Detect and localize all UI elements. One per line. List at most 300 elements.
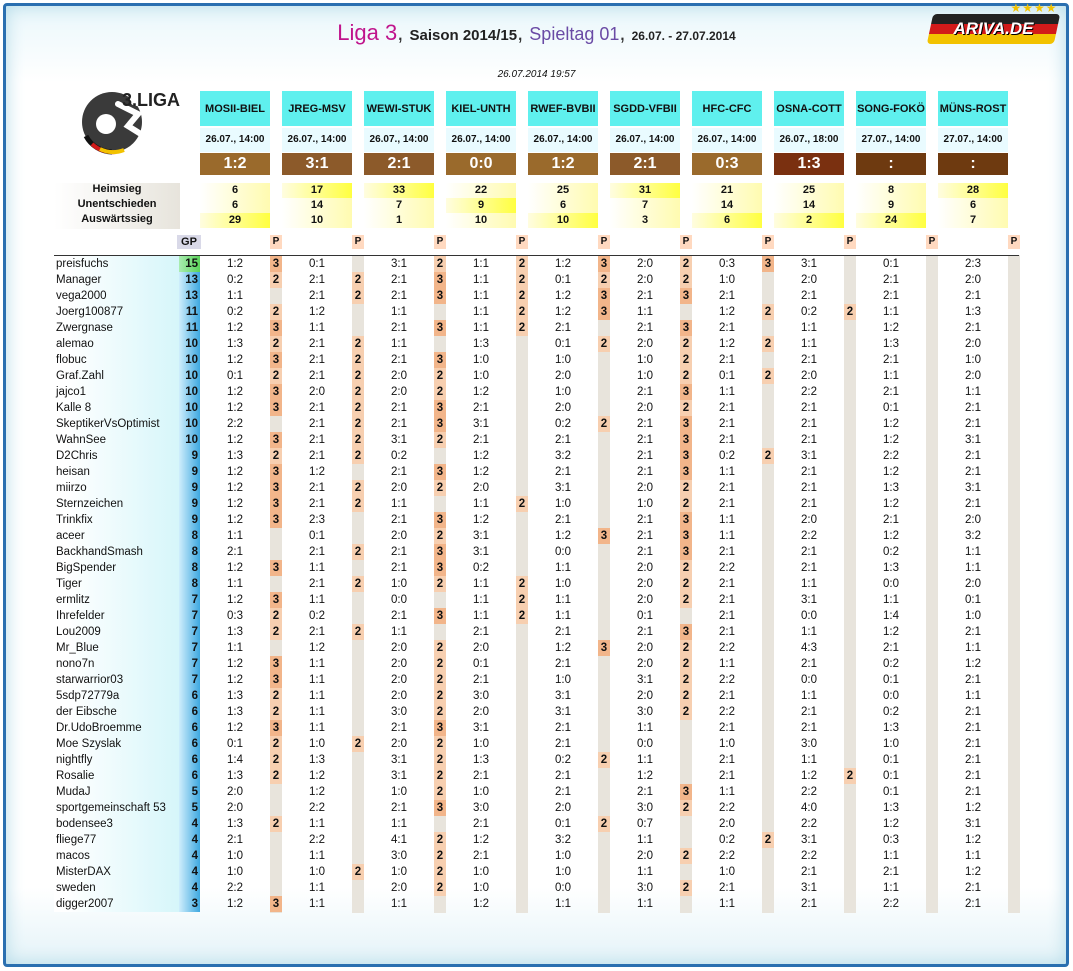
- points-cell: 3: [680, 624, 692, 640]
- match-teams[interactable]: WEWI-STUK: [364, 91, 434, 127]
- tip-cell: 2:1: [801, 290, 817, 302]
- tip-cell: 1:2: [473, 466, 489, 478]
- tip-cell: 1:1: [719, 658, 735, 670]
- points-cell: 2: [270, 768, 282, 784]
- player-name[interactable]: Ihrefelder: [54, 608, 179, 624]
- player-name[interactable]: Moe Szyslak: [54, 736, 179, 752]
- match-teams[interactable]: MOSII-BIEL: [200, 91, 270, 127]
- points-cell: 3: [270, 672, 282, 688]
- table-row: [0, 720, 1073, 736]
- player-name[interactable]: jajco1: [54, 384, 179, 400]
- tip-cell: 0:1: [555, 274, 571, 286]
- player-name[interactable]: sportgemeinschaft 53: [54, 800, 179, 816]
- tip-cell: 2:0: [965, 514, 981, 526]
- match-teams[interactable]: RWEF-BVBII: [528, 91, 598, 127]
- tip-cell: 1:3: [883, 802, 899, 814]
- stat-label-draw: Unentschieden: [77, 198, 157, 210]
- points-cell: 2: [434, 880, 446, 896]
- table-row: [0, 592, 1073, 608]
- player-name[interactable]: heisan: [54, 464, 179, 480]
- tip-cell: 2:1: [965, 466, 981, 478]
- tip-cell: 2:1: [637, 514, 653, 526]
- match-result: 1:3: [774, 153, 844, 175]
- points-cell: 2: [680, 496, 692, 512]
- tip-cell: 2:1: [637, 386, 653, 398]
- match-stat-a: 24: [856, 213, 926, 228]
- points-cell: 2: [434, 784, 446, 800]
- tip-cell: 2:0: [719, 818, 735, 830]
- table-row: [0, 640, 1073, 656]
- tip-cell: 2:0: [391, 738, 407, 750]
- tip-cell: 1:0: [555, 850, 571, 862]
- player-name[interactable]: Kalle 8: [54, 400, 179, 416]
- tip-cell: 1:1: [391, 818, 407, 830]
- player-name[interactable]: alemao: [54, 336, 179, 352]
- tip-cell: 3:1: [801, 834, 817, 846]
- player-name[interactable]: Manager: [54, 272, 179, 288]
- tip-cell: 1:1: [227, 290, 243, 302]
- tip-cell: 1:1: [391, 498, 407, 510]
- player-gp: 4: [179, 816, 200, 832]
- table-row: [0, 352, 1073, 368]
- tip-cell: 1:0: [637, 354, 653, 366]
- points-cell: 2: [352, 736, 364, 752]
- table-row: [0, 624, 1073, 640]
- points-cell: 2: [434, 576, 446, 592]
- tip-cell: 2:1: [965, 722, 981, 734]
- tip-cell: 1:0: [637, 370, 653, 382]
- player-name[interactable]: preisfuchs: [54, 256, 179, 272]
- tip-cell: 2:1: [883, 866, 899, 878]
- points-cell: 3: [434, 544, 446, 560]
- tip-cell: 0:2: [391, 450, 407, 462]
- player-name[interactable]: BigSpender: [54, 560, 179, 576]
- match-stat-a: 10: [446, 213, 516, 228]
- tip-cell: 2:1: [391, 802, 407, 814]
- tip-cell: 1:2: [555, 290, 571, 302]
- match-teams[interactable]: OSNA-COTT: [774, 91, 844, 127]
- tip-cell: 1:2: [227, 722, 243, 734]
- player-name[interactable]: fliege77: [54, 832, 179, 848]
- tip-cell: 2:0: [801, 274, 817, 286]
- points-cell: 2: [434, 480, 446, 496]
- tip-cell: 3:2: [555, 450, 571, 462]
- tip-cell: 2:1: [637, 322, 653, 334]
- tip-cell: 1:1: [965, 386, 981, 398]
- tip-cell: 1:1: [391, 898, 407, 910]
- tip-cell: 1:0: [719, 274, 735, 286]
- table-row: [0, 832, 1073, 848]
- tip-cell: 2:1: [883, 290, 899, 302]
- tip-cell: 2:1: [801, 354, 817, 366]
- tip-cell: 1:1: [473, 594, 489, 606]
- tip-cell: 1:0: [555, 674, 571, 686]
- tip-cell: 2:1: [801, 658, 817, 670]
- match-result: 1:2: [200, 153, 270, 175]
- tip-cell: 1:0: [555, 866, 571, 878]
- player-gp: 7: [179, 592, 200, 608]
- player-name[interactable]: MudaJ: [54, 784, 179, 800]
- tip-cell: 4:1: [391, 834, 407, 846]
- tip-cell: 2:1: [309, 338, 325, 350]
- player-name[interactable]: aceer: [54, 528, 179, 544]
- match-teams[interactable]: JREG-MSV: [282, 91, 352, 127]
- player-gp: 6: [179, 768, 200, 784]
- match-result: 1:2: [528, 153, 598, 175]
- timestamp: 26.07.2014 19:57: [497, 69, 576, 80]
- tip-cell: 3:0: [391, 706, 407, 718]
- points-cell: 3: [598, 528, 610, 544]
- player-name[interactable]: Tiger: [54, 576, 179, 592]
- player-gp: 4: [179, 880, 200, 896]
- stat-label-away: Auswärtssieg: [81, 213, 153, 225]
- tip-cell: 2:1: [637, 434, 653, 446]
- tip-cell: 1:0: [309, 738, 325, 750]
- tip-cell: 0:3: [719, 258, 735, 270]
- tip-cell: 2:2: [801, 530, 817, 542]
- points-cell: 2: [434, 640, 446, 656]
- table-row: [0, 576, 1073, 592]
- points-cell: 2: [516, 288, 528, 304]
- match-date: 26.07., 14:00: [200, 128, 270, 152]
- tip-cell: 1:1: [309, 690, 325, 702]
- tip-cell: 2:1: [719, 354, 735, 366]
- tip-cell: 3:2: [965, 530, 981, 542]
- tip-cell: 3:1: [473, 418, 489, 430]
- tip-cell: 1:2: [883, 818, 899, 830]
- player-name[interactable]: Graf.Zahl: [54, 368, 179, 384]
- tip-cell: 2:1: [391, 322, 407, 334]
- tip-cell: 3:1: [555, 690, 571, 702]
- table-row: [0, 448, 1073, 464]
- points-header: P: [762, 235, 774, 249]
- points-cell: 3: [598, 256, 610, 272]
- tip-cell: 2:0: [473, 706, 489, 718]
- tip-cell: 1:0: [473, 354, 489, 366]
- player-gp: 6: [179, 720, 200, 736]
- player-name[interactable]: MisterDAX: [54, 864, 179, 880]
- tip-cell: 2:2: [719, 674, 735, 686]
- tip-cell: 2:1: [883, 274, 899, 286]
- player-gp: 7: [179, 608, 200, 624]
- tip-cell: 2:1: [309, 370, 325, 382]
- player-name[interactable]: Mr_Blue: [54, 640, 179, 656]
- points-cell: 2: [434, 768, 446, 784]
- points-cell: 3: [680, 320, 692, 336]
- player-gp: 9: [179, 512, 200, 528]
- date-range: 26.07. - 27.07.2014: [631, 29, 736, 43]
- tip-cell: 1:2: [965, 866, 981, 878]
- player-name[interactable]: digger2007: [54, 896, 179, 912]
- points-cell: 3: [680, 384, 692, 400]
- match-teams[interactable]: MÜNS-ROST: [938, 91, 1008, 127]
- tip-cell: 2:1: [473, 818, 489, 830]
- points-cell: 3: [680, 784, 692, 800]
- tip-cell: 1:1: [473, 322, 489, 334]
- points-cell: 3: [434, 560, 446, 576]
- tip-cell: 2:0: [637, 482, 653, 494]
- tip-cell: 3:1: [391, 258, 407, 270]
- tip-cell: 1:3: [309, 754, 325, 766]
- tip-cell: 1:1: [473, 290, 489, 302]
- points-cell: 3: [680, 512, 692, 528]
- tip-cell: 0:2: [883, 706, 899, 718]
- points-cell: 2: [434, 672, 446, 688]
- tip-cell: 1:1: [309, 322, 325, 334]
- tip-cell: 2:1: [719, 290, 735, 302]
- points-cell: 2: [680, 672, 692, 688]
- table-row: [0, 704, 1073, 720]
- tip-cell: 2:1: [719, 418, 735, 430]
- player-name[interactable]: Trinkfix: [54, 512, 179, 528]
- table-row: [0, 384, 1073, 400]
- player-name[interactable]: ermlitz: [54, 592, 179, 608]
- player-gp: 10: [179, 416, 200, 432]
- table-row: [0, 736, 1073, 752]
- points-cell: 3: [434, 512, 446, 528]
- match-teams[interactable]: SONG-FOKÖ: [856, 91, 926, 127]
- player-gp: 11: [179, 304, 200, 320]
- tip-cell: 3:1: [391, 434, 407, 446]
- table-row: [0, 848, 1073, 864]
- points-cell: 2: [680, 640, 692, 656]
- player-gp: 6: [179, 752, 200, 768]
- points-cell: 2: [680, 848, 692, 864]
- player-gp: 6: [179, 736, 200, 752]
- tip-cell: 2:2: [801, 818, 817, 830]
- tip-cell: 1:1: [227, 530, 243, 542]
- player-name[interactable]: starwarrior03: [54, 672, 179, 688]
- ariva-logo[interactable]: [927, 1, 1060, 44]
- tip-cell: 2:1: [637, 626, 653, 638]
- player-name[interactable]: bodensee3: [54, 816, 179, 832]
- tip-cell: 1:3: [227, 770, 243, 782]
- player-name[interactable]: Rosalie: [54, 768, 179, 784]
- tip-cell: 1:2: [883, 530, 899, 542]
- tip-cell: 2:1: [473, 626, 489, 638]
- player-name[interactable]: der Eibsche: [54, 704, 179, 720]
- tip-cell: 2:0: [637, 578, 653, 590]
- tip-cell: 2:1: [965, 738, 981, 750]
- match-date: 26.07., 14:00: [610, 128, 680, 152]
- tip-cell: 2:1: [555, 626, 571, 638]
- player-gp: 5: [179, 784, 200, 800]
- tip-cell: 2:1: [719, 498, 735, 510]
- tip-cell: 2:2: [227, 882, 243, 894]
- points-cell: 2: [270, 608, 282, 624]
- points-cell: 2: [680, 336, 692, 352]
- tip-cell: 3:1: [637, 674, 653, 686]
- tip-cell: 1:1: [965, 642, 981, 654]
- player-name[interactable]: macos: [54, 848, 179, 864]
- tip-cell: 1:0: [965, 610, 981, 622]
- points-header: P: [926, 235, 938, 249]
- tip-cell: 1:1: [801, 754, 817, 766]
- points-cell: 3: [434, 288, 446, 304]
- tip-cell: 1:1: [719, 386, 735, 398]
- tip-cell: 2:1: [965, 290, 981, 302]
- tip-cell: 2:1: [309, 450, 325, 462]
- points-cell: 2: [516, 496, 528, 512]
- tip-cell: 2:1: [965, 322, 981, 334]
- table-row: [0, 688, 1073, 704]
- tip-cell: 3:0: [637, 882, 653, 894]
- tip-cell: 1:0: [391, 578, 407, 590]
- tip-cell: 2:1: [391, 722, 407, 734]
- tip-cell: 1:1: [883, 882, 899, 894]
- tip-cell: 2:0: [637, 402, 653, 414]
- match-stat-u: 6: [528, 198, 598, 213]
- tip-cell: 2:1: [719, 626, 735, 638]
- tip-cell: 2:1: [473, 850, 489, 862]
- points-cell: 3: [434, 416, 446, 432]
- tip-cell: 1:2: [227, 386, 243, 398]
- points-cell: 3: [270, 320, 282, 336]
- tip-cell: 2:1: [391, 466, 407, 478]
- tip-cell: 2:1: [965, 626, 981, 638]
- match-teams[interactable]: KIEL-UNTH: [446, 91, 516, 127]
- tip-cell: 1:1: [309, 850, 325, 862]
- table-row: [0, 368, 1073, 384]
- points-cell: 2: [352, 480, 364, 496]
- match-stat-u: 6: [938, 198, 1008, 213]
- tip-cell: 1:1: [391, 306, 407, 318]
- tip-cell: 1:1: [719, 786, 735, 798]
- tip-cell: 2:2: [719, 802, 735, 814]
- tip-cell: 1:0: [555, 498, 571, 510]
- points-cell: 2: [270, 336, 282, 352]
- player-name[interactable]: 5sdp72779a: [54, 688, 179, 704]
- points-cell: 2: [434, 384, 446, 400]
- points-cell: 2: [598, 816, 610, 832]
- match-result: :: [856, 153, 926, 175]
- tip-cell: 1:0: [637, 498, 653, 510]
- player-name[interactable]: Zwergnase: [54, 320, 179, 336]
- tip-cell: 3:1: [965, 818, 981, 830]
- tip-cell: 2:2: [309, 834, 325, 846]
- tip-cell: 2:1: [473, 402, 489, 414]
- tip-cell: 1:2: [309, 466, 325, 478]
- player-name[interactable]: flobuc: [54, 352, 179, 368]
- tip-cell: 1:1: [883, 594, 899, 606]
- tip-cell: 2:0: [555, 370, 571, 382]
- tip-cell: 1:1: [719, 530, 735, 542]
- tip-cell: 2:1: [801, 466, 817, 478]
- points-cell: 3: [270, 512, 282, 528]
- match-stat-a: 3: [610, 213, 680, 228]
- player-name[interactable]: BackhandSmash: [54, 544, 179, 560]
- player-name[interactable]: D2Chris: [54, 448, 179, 464]
- player-name[interactable]: miirzo: [54, 480, 179, 496]
- tip-cell: 1:1: [391, 338, 407, 350]
- tip-cell: 2:1: [801, 418, 817, 430]
- tip-cell: 2:0: [965, 338, 981, 350]
- tip-cell: 1:2: [965, 658, 981, 670]
- tip-cell: 1:2: [227, 434, 243, 446]
- match-result: 0:3: [692, 153, 762, 175]
- tip-cell: 2:1: [719, 402, 735, 414]
- tip-cell: 2:1: [965, 754, 981, 766]
- points-cell: 2: [680, 560, 692, 576]
- tip-cell: 1:3: [227, 706, 243, 718]
- tip-cell: 1:2: [801, 770, 817, 782]
- points-cell: 2: [516, 272, 528, 288]
- points-cell: 2: [516, 608, 528, 624]
- tip-cell: 2:1: [801, 546, 817, 558]
- points-cell: 3: [270, 896, 282, 912]
- player-name[interactable]: Sternzeichen: [54, 496, 179, 512]
- tip-cell: 1:2: [883, 498, 899, 510]
- player-name[interactable]: WahnSee: [54, 432, 179, 448]
- tip-cell: 2:0: [227, 786, 243, 798]
- match-stat-h: 25: [774, 183, 844, 198]
- points-cell: 2: [516, 576, 528, 592]
- tip-cell: 1:2: [227, 514, 243, 526]
- points-cell: 2: [270, 752, 282, 768]
- player-name[interactable]: Lou2009: [54, 624, 179, 640]
- points-cell: 2: [598, 752, 610, 768]
- match-date: 27.07., 14:00: [938, 128, 1008, 152]
- tip-cell: 3:1: [801, 882, 817, 894]
- table-row: [0, 288, 1073, 304]
- player-name[interactable]: Dr.UdoBroemme: [54, 720, 179, 736]
- match-stat-u: 7: [610, 198, 680, 213]
- tip-cell: 2:0: [391, 690, 407, 702]
- tip-cell: 1:2: [555, 306, 571, 318]
- tip-cell: 1:2: [227, 322, 243, 334]
- match-stat-a: 10: [282, 213, 352, 228]
- points-cell: 2: [434, 864, 446, 880]
- points-cell: 3: [680, 288, 692, 304]
- player-gp: 10: [179, 400, 200, 416]
- match-stat-u: 9: [856, 198, 926, 213]
- tip-cell: 2:1: [965, 418, 981, 430]
- tip-cell: 1:1: [637, 866, 653, 878]
- points-cell: 3: [680, 528, 692, 544]
- points-cell: 3: [680, 448, 692, 464]
- star-icons: ★★★★: [1010, 1, 1058, 15]
- match-date: 26.07., 14:00: [446, 128, 516, 152]
- player-name[interactable]: vega2000: [54, 288, 179, 304]
- points-cell: 2: [680, 256, 692, 272]
- matchday-label: Spieltag 01: [529, 24, 620, 44]
- match-teams[interactable]: HFC-CFC: [692, 91, 762, 127]
- match-teams[interactable]: SGDD-VFBII: [610, 91, 680, 127]
- tip-cell: 2:1: [391, 274, 407, 286]
- player-name[interactable]: nono7n: [54, 656, 179, 672]
- tip-cell: 0:2: [473, 562, 489, 574]
- tip-cell: 0:2: [719, 450, 735, 462]
- tip-cell: 3:1: [473, 530, 489, 542]
- tip-cell: 1:0: [227, 866, 243, 878]
- player-name[interactable]: sweden: [54, 880, 179, 896]
- points-cell: 2: [680, 352, 692, 368]
- tip-cell: 0:1: [309, 258, 325, 270]
- player-gp: 10: [179, 384, 200, 400]
- tip-cell: 1:3: [965, 306, 981, 318]
- player-name[interactable]: nightfly: [54, 752, 179, 768]
- player-name[interactable]: Joerg100877: [54, 304, 179, 320]
- tip-cell: 1:2: [227, 594, 243, 606]
- tip-cell: 1:1: [473, 258, 489, 270]
- tip-cell: 1:3: [227, 690, 243, 702]
- tip-cell: 1:2: [473, 834, 489, 846]
- tip-cell: 2:1: [719, 754, 735, 766]
- player-name[interactable]: SkeptikerVsOptimist: [54, 416, 179, 432]
- points-cell: 3: [270, 592, 282, 608]
- points-cell: 2: [434, 704, 446, 720]
- player-gp: 7: [179, 672, 200, 688]
